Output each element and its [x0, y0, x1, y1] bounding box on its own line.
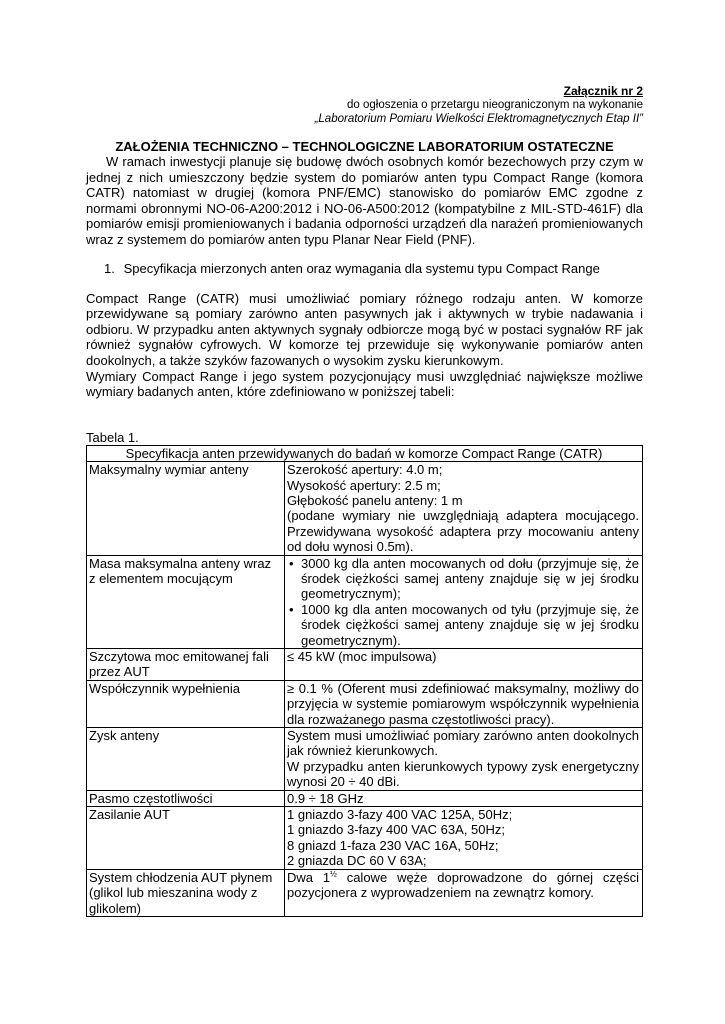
value-line: W przypadku anten kierunkowych typowy zysk energetyczny wynosi 20 ÷ 40 dBi.: [287, 758, 639, 790]
list-item: • 3000 kg dla anten mocowanych od dołu (przyjmuje się, że środek ciężkości samej anteny znajduje się w jej środku geometrycznym);: [287, 556, 639, 602]
value-line: System musi umożliwiać pomiary zarówno anten dookolnych jak również kierunkowych.: [287, 728, 639, 759]
row-label-gain: Zysk anteny: [87, 728, 285, 791]
table-header-cell: Specyfikacja anten przewidywanych do badań w komorze Compact Range (CATR): [87, 445, 643, 461]
table-header-row: [87, 445, 643, 461]
value-line: 1 gniazdo 3-fazy 400 VAC 63A, 50Hz;: [287, 822, 505, 838]
mass-list: [287, 556, 639, 648]
row-value-cooling: [285, 869, 643, 916]
row-value-supply: [285, 807, 643, 870]
intro-paragraph: W ramach inwestycji planuje się budowę dwóch osobnych komór bezechowych przy czym w jednej z nich umieszczony będzie system do pomiarów anten typu Compact Range (komora CATR) natomiast w drugiej (komora PNF/EMC) stanowisko do pomiarów EMC zgodne z normami obronnymi NO-06-A200:2012 i NO-06-A500:2012 (kompatybilne z MIL-STD-461F) dla pomiarów emisji promieniowanych i badania odporności urządzeń dla narażeń promieniowanych wraz z systemem do pomiarów anten typu Planar Near Field (PNF).: [86, 154, 643, 247]
row-label-dimensions: Maksymalny wymiar anteny: [87, 462, 285, 555]
row-value-gain: [285, 728, 643, 791]
row-label-band: Pasmo częstotliwości: [87, 790, 285, 806]
table-row: [87, 807, 643, 870]
row-label-fill: Współczynnik wypełnienia: [87, 680, 285, 727]
value-line: 1 gniazdo 3-fazy 400 VAC 125A, 50Hz;: [287, 807, 513, 823]
row-value-fill: ≥ 0.1 % (Oferent musi zdefiniować maksymalny, możliwy do przyjęcia w systemie pomiarowym współczynnik wypełnienia dla rozważanego pasma częstotliwości pracy).: [285, 680, 643, 727]
table-row: [87, 680, 643, 727]
paragraph-catr: Compact Range (CATR) musi umożliwiać pomiary różnego rodzaju anten. W komorze przewidywane są pomiary zarówno anten pasywnych jak i aktywnych w trybie nadawania i odbioru. W przypadku anten aktywnych sygnały odbiorcze mogą być w postaci sygnałów RF jak również sygnałów cyfrowych. W komorze tej przewiduje się wykonywanie pomiarów anten dookolnych, a także szyków fazowanych o wysokim zysku kierunkowym.: [86, 290, 643, 368]
row-value-mass: [285, 555, 643, 648]
table-row: [87, 649, 643, 681]
row-label-supply: Zasilanie AUT: [87, 807, 285, 870]
attachment-label: Załącznik nr 2: [563, 84, 643, 98]
document-title: ZAŁOŻENIA TECHNICZNO – TECHNOLOGICZNE LABORATORIUM OSTATECZNE: [115, 139, 614, 154]
row-label-mass: Masa maksymalna anteny wraz z elementem mocującym: [87, 555, 285, 648]
section-number: 1.: [104, 260, 115, 276]
value-line: 8 gniazd 1-faza 230 VAC 16A, 50Hz;: [287, 837, 499, 853]
spec-table: [86, 445, 643, 917]
row-label-power: Szczytowa moc emitowanej fali przez AUT: [87, 649, 285, 681]
section-title: Specyfikacja mierzonych anten oraz wymagania dla systemu typu Compact Range: [123, 260, 600, 276]
value-line: Szerokość apertury: 4.0 m;: [287, 462, 443, 478]
fraction-superscript: ½: [330, 869, 337, 879]
row-value-dimensions: [285, 462, 643, 555]
table-row: [87, 462, 643, 555]
value-line: Wysokość apertury: 2.5 m;: [287, 477, 441, 493]
row-label-cooling: System chłodzenia AUT płynem (glikol lub mieszanina wody z glikolem): [87, 869, 285, 916]
row-value-band: 0.9 ÷ 18 GHz: [285, 790, 643, 806]
table-row: [87, 555, 643, 648]
value-text: calowe węże doprowadzone do górnej części pozycjonera z wyprowadzeniem na zewnątrz komory.: [287, 869, 639, 901]
table-row: [87, 728, 643, 791]
value-line: (podane wymiary nie uwzględniają adaptera mocującego. Przewidywana wysokość adaptera przy mocowaniu anteny od dołu wynosi 0.5m).: [287, 508, 639, 555]
section-heading: [86, 261, 643, 277]
row-value-power: ≤ 45 kW (moc impulsowa): [285, 649, 643, 681]
value-line: Głębokość panelu anteny: 1 m: [287, 492, 463, 508]
table-caption: Tabela 1.: [86, 429, 139, 445]
table-row: [87, 869, 643, 916]
list-item: • 1000 kg dla anten mocowanych od tyłu (przyjmuje się, że środek ciężkości samej anteny znajduje się w jej środku geometrycznym).: [287, 602, 639, 648]
header-line-2: „Laboratorium Pomiaru Wielkości Elektromagnetycznych Etap II”: [314, 113, 643, 125]
paragraph-dimensions: Wymiary Compact Range i jego system pozycjonujący musi uwzględniać największe możliwe wymiary badanych anten, które zdefiniowano w poniższej tabeli:: [86, 368, 643, 400]
value-line: 2 gniazda DC 60 V 63A;: [287, 853, 427, 869]
document-page: [86, 84, 643, 917]
value-text: Dwa 1: [287, 869, 331, 885]
table-row: [87, 790, 643, 806]
document-header: [86, 84, 643, 126]
header-line-1: do ogłoszenia o przetargu nieograniczonym na wykonanie: [347, 99, 643, 111]
